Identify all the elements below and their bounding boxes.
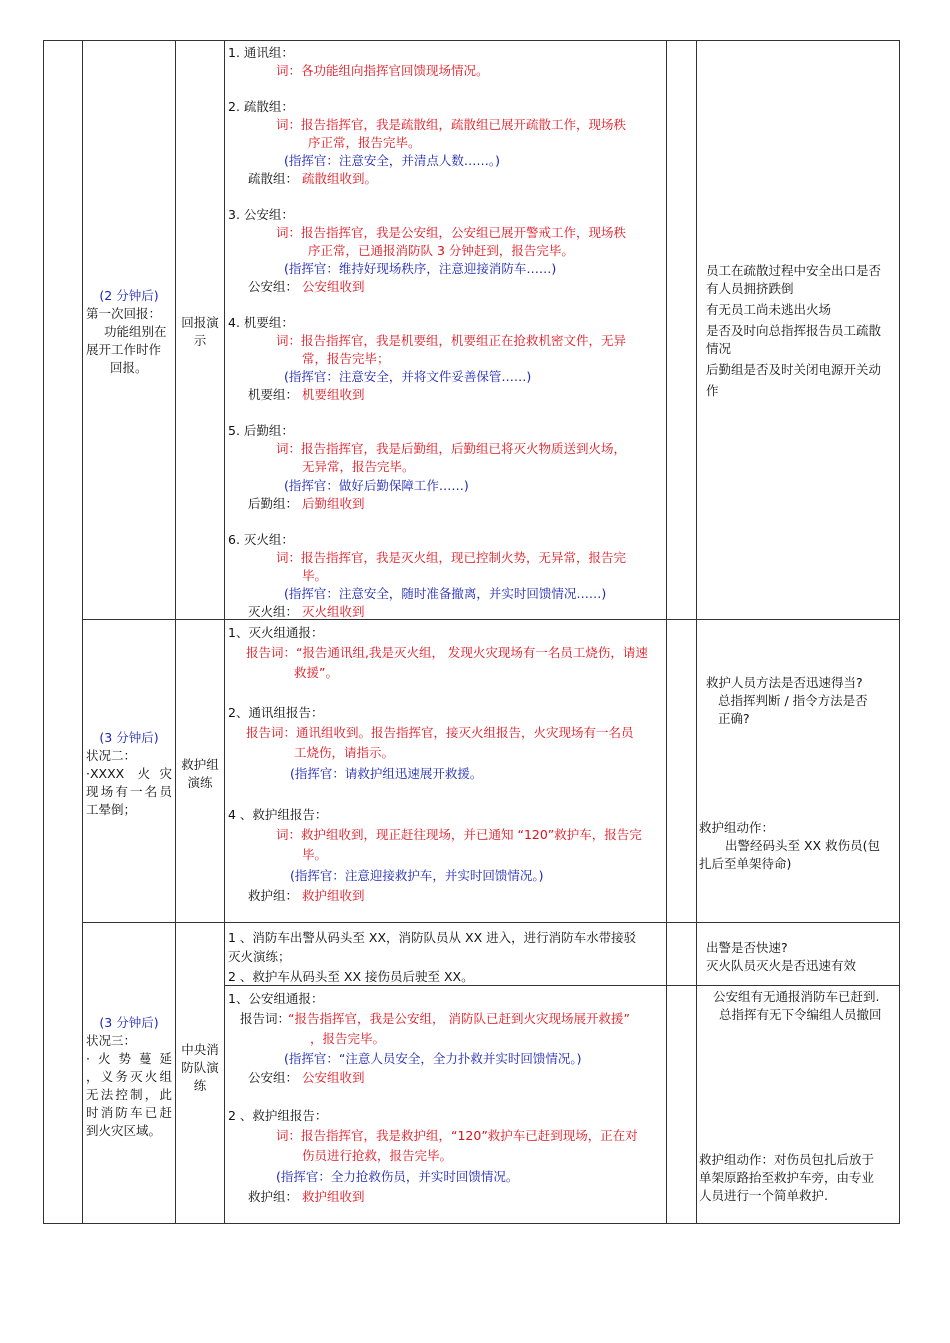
check-point: 扎后至单架待命) — [699, 856, 792, 871]
script-line: 1 、消防车出警从码头至 XX，消防队员从 XX 进入，进行消防车水带接驳 — [228, 930, 637, 945]
script-line: (指挥官：全力抢救伤员，并实时回馈情况。 — [276, 1169, 519, 1184]
item-label: 救护组 — [181, 757, 219, 772]
stage-title: 状况二： — [86, 748, 137, 763]
check-point: 总指挥判断 / 指令方法是否 — [718, 693, 868, 708]
grid-line — [43, 40, 900, 41]
script-line: 救援”。 — [294, 665, 338, 680]
stage-desc: 回报。 — [110, 360, 148, 375]
check-point: 有无员工尚未逃出火场 — [706, 302, 832, 317]
script-line: 机要组： — [248, 387, 299, 402]
script-line: 毕。 — [302, 568, 328, 583]
script-line: 词：救护组收到，现正赶往现场，并已通知 “120”救护车，报告完 — [276, 827, 642, 842]
script-line: (指挥官：注意迎接救护车，并实时回馈情况。) — [290, 868, 544, 883]
script-line: 公安组： — [248, 279, 299, 294]
script-line: 报告词：通讯组收到。报告指挥官，接灭火组报告，火灾现场有一名员 — [246, 725, 634, 740]
script-line: 报告词：“报告通讯组,我是灭火组， 发现火灾现场有一名员工烧伤，请速 — [246, 645, 648, 660]
script-line: 无异常，报告完毕。 — [302, 459, 415, 474]
stage-desc: 工晕倒； — [86, 802, 137, 817]
check-point: 正确? — [718, 711, 750, 726]
check-point: 公安组有无通报消防车已赶到. — [713, 989, 880, 1004]
script-line: 疏散组收到。 — [302, 171, 378, 186]
script-line: 后勤组： — [248, 496, 299, 511]
script-line: 救护组收到 — [302, 1189, 365, 1204]
script-line: (指挥官：注意安全，随时准备撤离，并实时回馈情况……) — [284, 586, 607, 601]
script-line: 3. 公安组： — [228, 207, 294, 222]
grid-line — [666, 40, 667, 1223]
script-line: (指挥官：“注意人员安全，全力扑救并实时回馈情况。) — [284, 1051, 582, 1066]
script-line: 灭火组收到 — [302, 604, 365, 619]
stage-desc: 展开工作时作 — [86, 342, 162, 357]
script-line: 救护组： — [248, 888, 299, 903]
script-line: 常，报告完毕； — [302, 351, 390, 366]
script-line: 4 、救护组报告： — [228, 807, 328, 822]
check-point: 灭火队员灭火是否迅速有效 — [706, 958, 857, 973]
script-line: 后勤组收到 — [302, 496, 365, 511]
script-line: 5. 后勤组： — [228, 423, 294, 438]
stage-desc: ，义务灭火组 — [86, 1069, 172, 1084]
check-point: 救护组动作：对伤员包扎后放于 — [699, 1152, 875, 1167]
check-point: 后勤组是否及时关闭电源开关动 — [706, 362, 882, 377]
stage-desc: ·XXXX 火灾 — [86, 766, 172, 781]
script-line: 4. 机要组： — [228, 315, 294, 330]
script-line: 机要组收到 — [302, 387, 365, 402]
stage-desc: 无法控制，此 — [86, 1087, 172, 1102]
check-point: 是否及时向总指挥报告员工疏散 — [706, 323, 882, 338]
script-line: 报告词： — [240, 1011, 291, 1026]
script-line: 救护组： — [248, 1189, 299, 1204]
script-line: 1、灭火组通报： — [228, 625, 324, 640]
stage-desc: 功能组别在 — [104, 324, 167, 339]
grid-line — [899, 40, 900, 1223]
script-line: (指挥官：注意安全，并清点人数……。) — [284, 153, 501, 168]
check-point: 人员进行一个简单救护. — [699, 1188, 828, 1203]
stage-title: 第一次回报： — [86, 306, 162, 321]
script-line: 1. 通讯组： — [228, 45, 294, 60]
script-line: 公安组收到 — [302, 1070, 365, 1085]
script-line: 工烧伤，请指示。 — [294, 745, 395, 760]
script-line: (指挥官：做好后勤保障工作……) — [284, 478, 469, 493]
script-line: ，报告完毕。 — [310, 1031, 386, 1046]
check-point: 员工在疏散过程中安全出口是否 — [706, 263, 882, 278]
script-line: 词：报告指挥官，我是救护组，“120”救护车已赶到现场，正在对 — [276, 1128, 638, 1143]
script-line: (指挥官：维持好现场秩序，注意迎接消防车……) — [284, 261, 557, 276]
check-point: 救护组动作： — [699, 820, 775, 835]
script-line: 灭火演练； — [228, 949, 291, 964]
check-point: 总指挥有无下令编组人员撤回 — [719, 1007, 882, 1022]
script-line: 疏散组： — [248, 171, 299, 186]
script-line: (指挥官：请救护组迅速展开救援。 — [290, 766, 483, 781]
stage-desc: 时消防车已赶 — [86, 1105, 172, 1120]
script-line: 词：报告指挥官，我是后勤组，后勤组已将灭火物质送到火场， — [276, 441, 627, 456]
script-line: 词：各功能组向指挥官回馈现场情况。 — [276, 63, 489, 78]
script-line: 6. 灭火组： — [228, 532, 294, 547]
script-line: 词：报告指挥官，我是机要组，机要组正在抢救机密文件，无异 — [276, 333, 627, 348]
item-label: 练 — [193, 1078, 207, 1093]
check-point: 出警是否快速? — [706, 940, 788, 955]
script-line: 毕。 — [302, 847, 328, 862]
script-line: 1、公安组通报： — [228, 991, 324, 1006]
script-line: 序正常，报告完毕。 — [308, 135, 421, 150]
script-line: 救护组收到 — [302, 888, 365, 903]
script-line: 公安组收到 — [302, 279, 365, 294]
item-label: 中央消 — [181, 1042, 219, 1057]
stage-title: 状况三： — [86, 1033, 137, 1048]
script-line: 词：报告指挥官，我是公安组，公安组已展开警戒工作，现场秩 — [276, 225, 627, 240]
script-line: (指挥官：注意安全，并将文件妥善保管……) — [284, 369, 532, 384]
stage-time: (3 分钟后) — [99, 1015, 159, 1030]
stage-desc: 到火灾区域。 — [86, 1123, 162, 1138]
script-line: 2 、救护车从码头至 XX 接伤员后驶至 XX。 — [228, 969, 474, 984]
grid-line — [43, 1223, 900, 1224]
stage-time: (3 分钟后) — [99, 730, 159, 745]
stage-desc: ·火势蔓延 — [86, 1051, 172, 1066]
script-line: 2. 疏散组： — [228, 99, 294, 114]
item-label: 演练 — [187, 775, 213, 790]
script-line: 2 、救护组报告： — [228, 1108, 328, 1123]
grid-line — [696, 40, 697, 1223]
item-label: 回报演 — [181, 315, 219, 330]
grid-line — [82, 619, 900, 620]
check-point: 出警经码头至 XX 救伤员(包 — [725, 838, 880, 853]
item-label: 示 — [193, 333, 207, 348]
item-label: 防队演 — [181, 1060, 219, 1075]
stage-time: (2 分钟后) — [99, 288, 159, 303]
script-line: 灭火组： — [248, 604, 299, 619]
script-line: 公安组： — [248, 1070, 299, 1085]
check-point: 情况 — [706, 341, 732, 356]
grid-line — [224, 40, 225, 1223]
script-line: 伤员进行抢救，报告完毕。 — [302, 1148, 453, 1163]
check-point: 作 — [706, 383, 719, 398]
script-line: 序正常，已通报消防队 3 分钟赶到，报告完毕。 — [308, 243, 574, 258]
script-line: 词：报告指挥官，我是疏散组，疏散组已展开疏散工作，现场秩 — [276, 117, 627, 132]
grid-line — [82, 922, 900, 923]
check-point: 救护人员方法是否迅速得当? — [706, 675, 863, 690]
script-line: 2、通讯组报告： — [228, 705, 324, 720]
check-point: 有人员拥挤跌倒 — [706, 281, 794, 296]
check-point: 单架原路抬至救护车旁，由专业 — [699, 1170, 875, 1185]
grid-line — [82, 40, 83, 1223]
script-line: 词：报告指挥官，我是灭火组，现已控制火势，无异常，报告完 — [276, 550, 627, 565]
stage-desc: 现场有一名员 — [86, 784, 172, 799]
script-line: “报告指挥官，我是公安组， 消防队已赶到火灾现场展开救援” — [288, 1011, 630, 1026]
grid-line — [43, 40, 44, 1223]
